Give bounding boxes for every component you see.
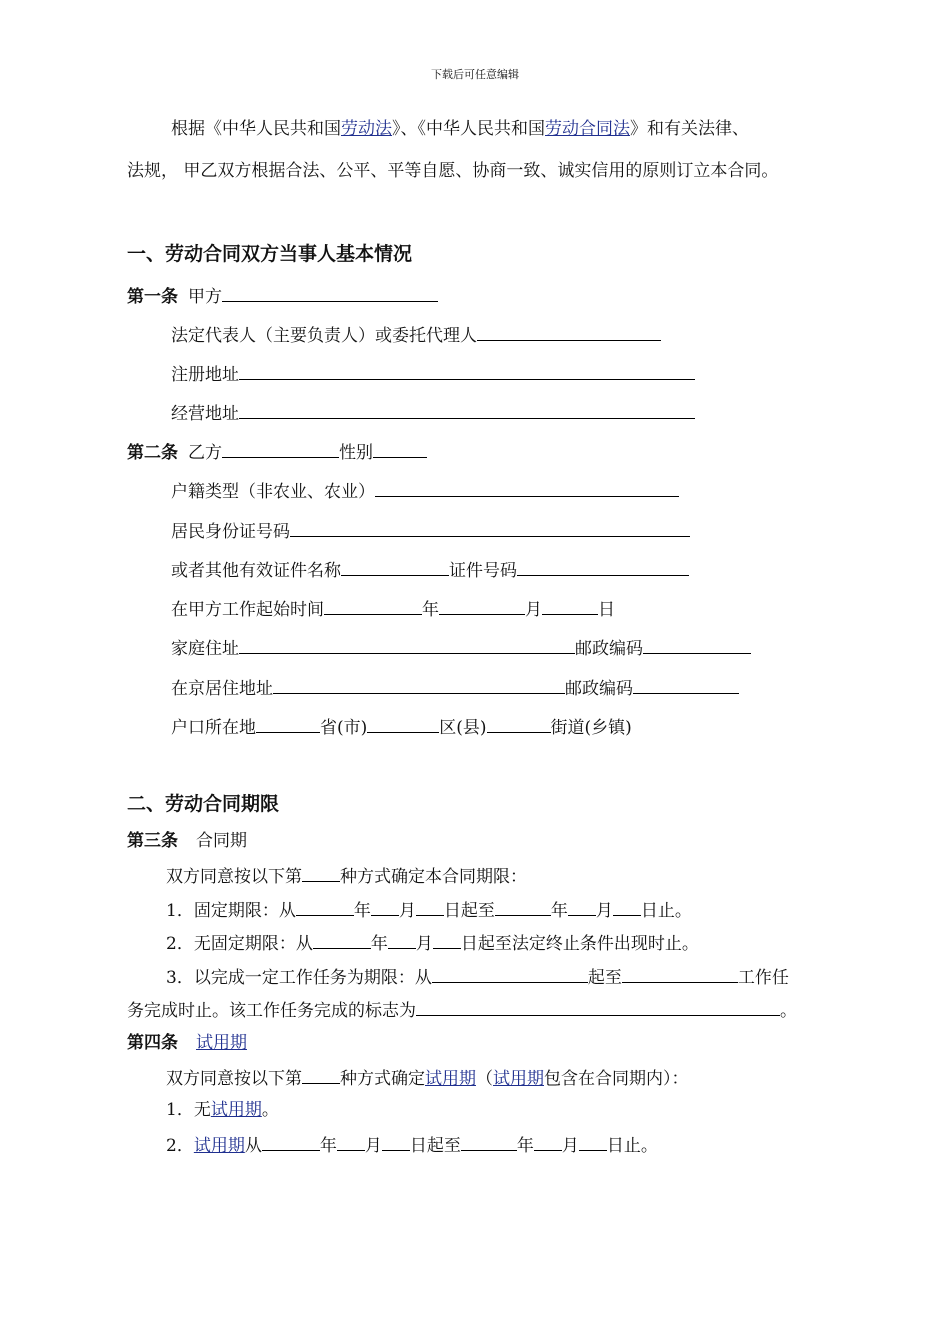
p2-to-month[interactable] [534,1133,562,1151]
link-probation[interactable]: 试用期 [210,1100,262,1120]
p2-from-day[interactable] [382,1133,410,1151]
start-month-field[interactable] [439,597,525,615]
p2-from-year[interactable] [262,1133,320,1151]
term-option-field[interactable] [302,864,340,882]
other-id-name-field[interactable] [341,558,449,576]
party-a-name-field[interactable] [222,284,438,302]
o1-to-day[interactable] [613,898,641,916]
o1-to-month[interactable] [568,898,596,916]
o1-to-year[interactable] [495,898,551,916]
probation-option-2: 2．试用期从 年 月 日起至 年 月 日止。 [166,1133,658,1157]
term-option-1: 1．固定期限：从 年 月 日起至 年 月 日止。 [166,898,692,922]
section-title-2: 二、劳动合同期限 [127,793,280,815]
hukou-loc-line: 户口所在地 省(市) 区(县) 街道(乡镇) [171,715,632,739]
o3-from-field[interactable] [432,965,588,983]
reg-addr-field[interactable] [239,362,695,380]
bj-addr-field[interactable] [273,676,565,694]
start-day-field[interactable] [542,597,598,615]
o2-from-day[interactable] [433,931,461,949]
link-labor-law[interactable]: 劳动法 [341,119,392,139]
id-no-line: 居民身份证号码 [171,519,690,543]
link-probation[interactable]: 试用期 [493,1069,544,1089]
start-time-line: 在甲方工作起始时间 年 月 日 [171,597,615,621]
district-field[interactable] [367,715,439,733]
article-1-line: 第一条 甲方 [127,284,438,308]
term-agree-line: 双方同意按以下第 种方式确定本合同期限： [166,864,527,888]
o2-from-year[interactable] [313,931,371,949]
o3-to-field[interactable] [622,965,738,983]
legal-rep-line: 法定代表人（主要负责人）或委托代理人 [171,323,661,347]
biz-addr-line: 经营地址 [171,401,695,425]
p2-to-day[interactable] [579,1133,607,1151]
o1-from-day[interactable] [416,898,444,916]
home-addr-line: 家庭住址 邮政编码 [171,636,751,660]
other-id-line: 或者其他有效证件名称 证件号码 [171,558,689,582]
street-field[interactable] [487,715,551,733]
cert-no-field[interactable] [517,558,689,576]
id-no-field[interactable] [290,519,690,537]
probation-agree-line: 双方同意按以下第 种方式确定试用期（试用期包含在合同期内）： [166,1066,689,1090]
article-label: 第一条 [127,287,178,307]
article-label: 第二条 [127,443,178,463]
probation-option-1: 1．无试用期。 [166,1100,279,1120]
link-probation[interactable]: 试用期 [425,1069,476,1089]
party-b-name-field[interactable] [222,440,339,458]
section-title-1: 一、劳动合同双方当事人基本情况 [127,243,413,265]
intro-line-2: 法规， 甲乙双方根据合法、公平、平等自愿、协商一致、诚实信用的原则订立本合同。 [127,161,779,181]
province-field[interactable] [256,715,320,733]
link-probation[interactable]: 试用期 [193,1136,245,1156]
intro-line-1: 根据《中华人民共和国劳动法》、《中华人民共和国劳动合同法》和有关法律、 [171,119,749,139]
home-addr-field[interactable] [239,636,575,654]
link-labor-contract-law[interactable]: 劳动合同法 [545,119,630,139]
article-label: 第四条 [127,1033,178,1053]
o3-completion-mark-field[interactable] [416,998,780,1016]
article-4-line [127,1032,247,1054]
hukou-type-field[interactable] [375,479,679,497]
legal-rep-field[interactable] [477,323,661,341]
term-option-3: 3．以完成一定工作任务为期限：从 起至 工作任 [166,965,789,989]
probation-option-field[interactable] [302,1066,340,1084]
p2-from-month[interactable] [337,1133,365,1151]
o1-from-year[interactable] [296,898,354,916]
term-option-3-cont: 务完成时止。该工作任务完成的标志为 。 [127,998,797,1022]
p2-to-year[interactable] [461,1133,517,1151]
article-3-line: 第三条 合同期 [127,831,247,851]
bj-addr-line: 在京居住地址 邮政编码 [171,676,739,700]
home-postcode-field[interactable] [643,636,751,654]
article-2-line: 第二条 乙方 性别 [127,440,427,464]
gender-field[interactable] [373,440,427,458]
link-probation[interactable]: 试用期 [196,1033,247,1053]
o2-from-month[interactable] [388,931,416,949]
header-note: 下载后可任意编辑 [431,68,519,81]
term-option-2: 2．无固定期限：从 年 月 日起至法定终止条件出现时止。 [166,931,699,955]
hukou-type-line: 户籍类型（非农业、农业） [171,479,679,503]
o1-from-month[interactable] [371,898,399,916]
start-year-field[interactable] [324,597,422,615]
article-label: 第三条 [127,831,178,851]
reg-addr-line: 注册地址 [171,362,695,386]
biz-addr-field[interactable] [239,401,695,419]
bj-postcode-field[interactable] [633,676,739,694]
